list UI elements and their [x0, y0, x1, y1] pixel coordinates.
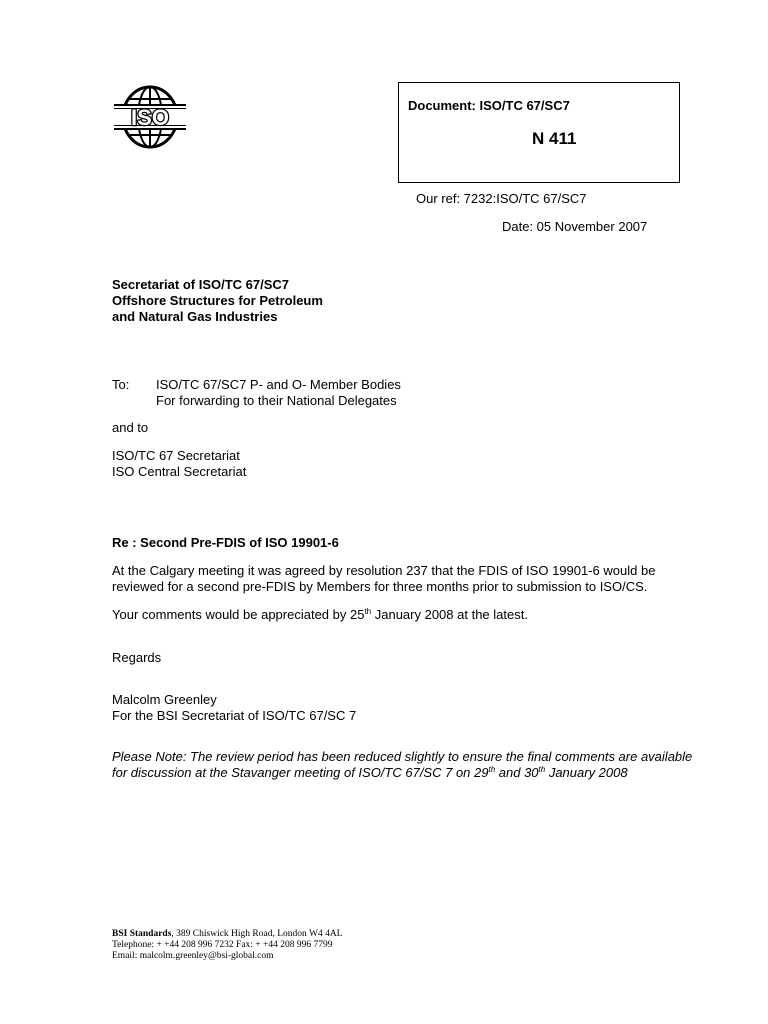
secretariat-line: and Natural Gas Industries	[112, 309, 278, 324]
regards: Regards	[112, 650, 162, 665]
footer-address-text: , 389 Chiswick High Road, London W4 4AL	[171, 929, 343, 939]
and-to: and to	[112, 420, 149, 435]
ordinal-suffix: th	[488, 765, 496, 774]
document-label: Document: ISO/TC 67/SC7	[408, 98, 570, 113]
note-text: for discussion at the Stavanger meeting of ISO/TC 67/SC 7 on 29	[112, 765, 489, 780]
signatory-name: Malcolm Greenley	[112, 692, 217, 707]
ordinal-suffix: th	[538, 765, 546, 774]
body-line: reviewed for a second pre-FDIS by Members for three months prior to submission to ISO/CS.	[112, 579, 648, 594]
body-paragraph	[112, 563, 655, 595]
body-text: January 2008 at the latest.	[371, 607, 528, 622]
signature-block	[112, 692, 356, 724]
to-recipients	[156, 377, 401, 409]
footer-org: BSI Standards	[112, 929, 172, 939]
note-text: January 2008	[545, 765, 628, 780]
footer-address	[112, 929, 343, 940]
iso-logo-text: ISO	[131, 105, 169, 130]
date: Date: 05 November 2007	[502, 219, 648, 234]
secretariat-line: Secretariat of ISO/TC 67/SC7	[112, 277, 290, 292]
to-label: To:	[112, 377, 130, 392]
iso-logo	[112, 82, 188, 152]
body-line: At the Calgary meeting it was agreed by resolution 237 that the FDIS of ISO 19901-6 would be	[112, 563, 656, 578]
body-paragraph	[112, 607, 528, 623]
recipient-line: For forwarding to their National Delegates	[156, 393, 397, 408]
note-line: Please Note: The review period has been reduced slightly to ensure the final comments are available	[112, 749, 693, 764]
secretariat-block	[112, 277, 323, 325]
iso-globe-icon	[112, 82, 188, 152]
note-line	[112, 765, 692, 781]
recipient-line: ISO/TC 67 Secretariat	[112, 448, 240, 463]
document-box	[398, 82, 680, 183]
subject-line: Re : Second Pre-FDIS of ISO 19901-6	[112, 535, 339, 550]
cc-recipients	[112, 448, 246, 480]
footer-phone: Telephone: + +44 208 996 7232 Fax: + +44 208 996 7799	[112, 940, 333, 950]
document-number: N 411	[532, 129, 577, 148]
recipient-line: ISO Central Secretariat	[112, 464, 247, 479]
footer-email: Email: malcolm.greenley@bsi-global.com	[112, 951, 274, 961]
review-note	[112, 749, 692, 781]
note-text: and 30	[495, 765, 539, 780]
signatory-role: For the BSI Secretariat of ISO/TC 67/SC 7	[112, 708, 357, 723]
body-text: Your comments would be appreciated by 25	[112, 607, 365, 622]
ordinal-suffix: th	[364, 607, 372, 616]
our-ref: Our ref: 7232:ISO/TC 67/SC7	[416, 191, 587, 206]
footer	[112, 929, 343, 962]
secretariat-line: Offshore Structures for Petroleum	[112, 293, 323, 308]
recipient-line: ISO/TC 67/SC7 P- and O- Member Bodies	[156, 377, 401, 392]
